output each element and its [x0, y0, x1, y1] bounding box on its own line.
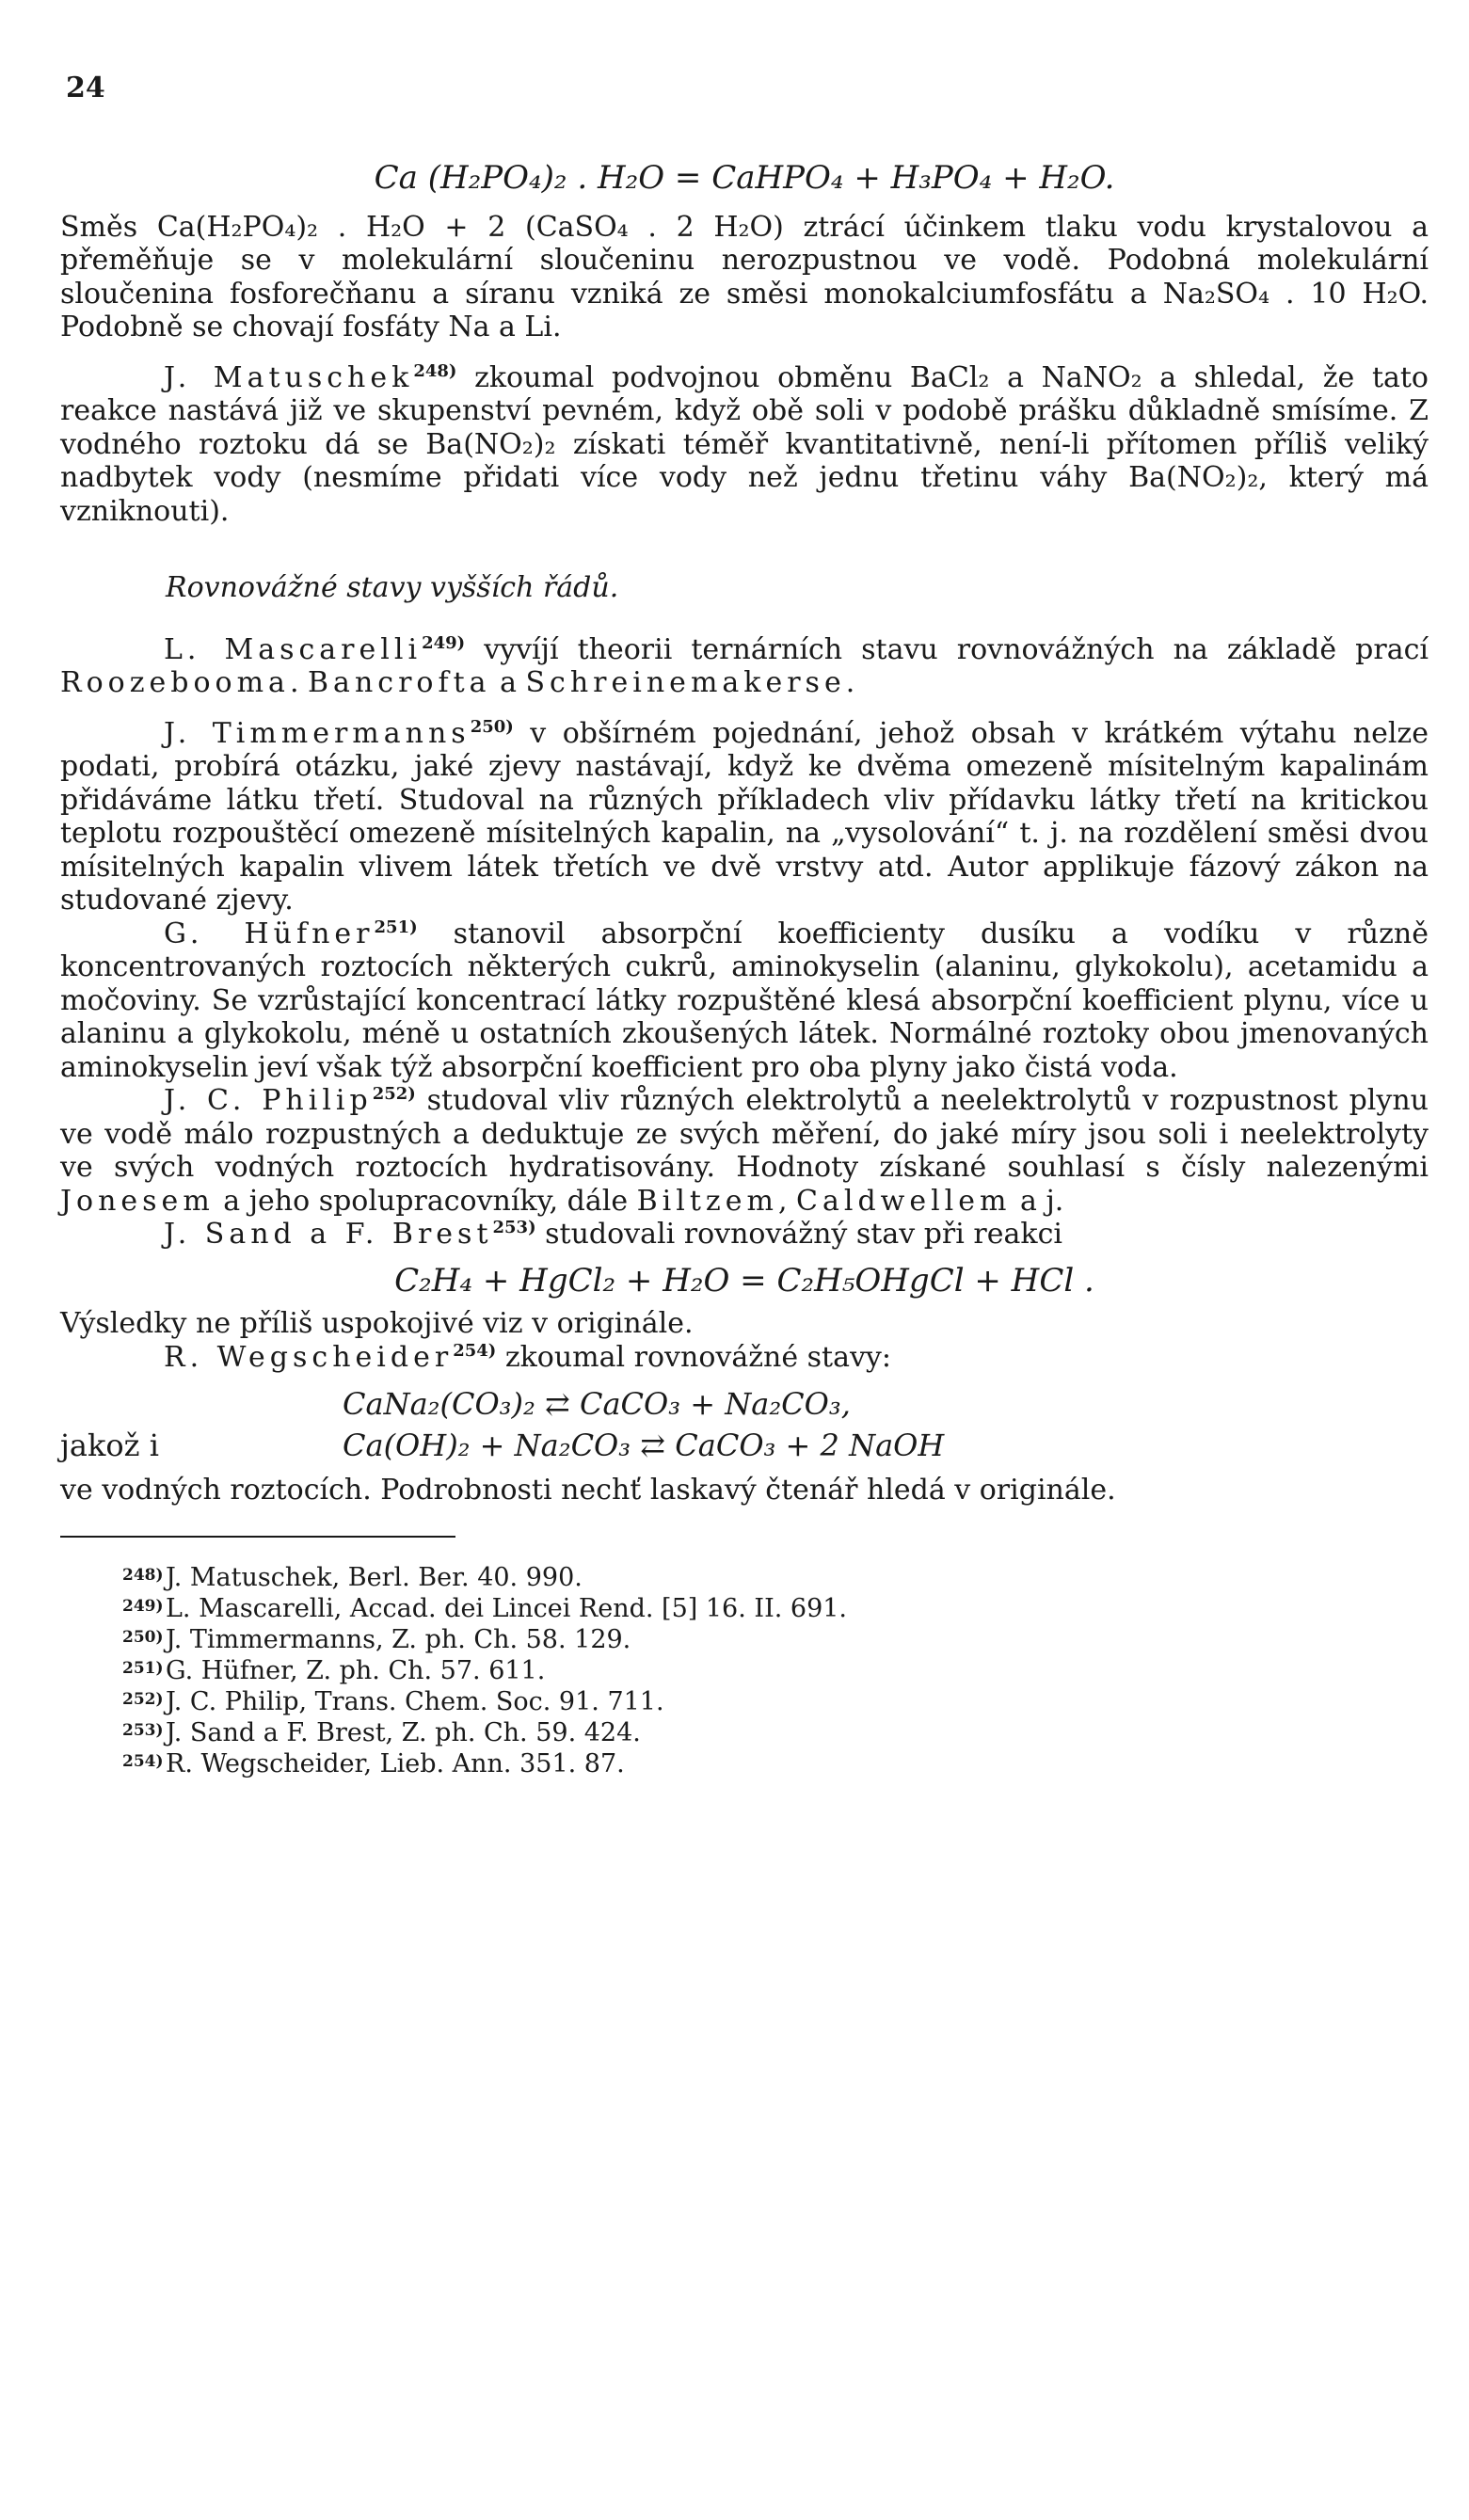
equation-4: Ca(OH)₂ + Na₂CO₃ ⇄ CaCO₃ + 2 NaOH — [343, 1427, 945, 1463]
author-timmermanns: J. Timmermanns — [164, 716, 471, 750]
name-bancroft: Bancrofta — [308, 666, 491, 699]
footnote-mark: 254) — [122, 1751, 164, 1771]
footnote-text: J. Matuschek, Berl. Ber. 40. 990. — [166, 1562, 583, 1592]
author-hufner: G. Hüfner — [164, 917, 375, 950]
footnote-ref-253: 253) — [492, 1218, 536, 1237]
paragraph-4 — [60, 717, 1429, 917]
paragraph-3 — [60, 633, 1429, 700]
footnote-mark: 253) — [122, 1720, 164, 1740]
name-jones: Jonesem — [60, 1184, 215, 1218]
equation-4-lead: jakož i — [60, 1427, 159, 1463]
footnote-mark: 252) — [122, 1689, 164, 1709]
paragraph-7 — [60, 1218, 1429, 1252]
paragraph-3-text-3: a — [490, 666, 526, 699]
footnote-mark: 251) — [122, 1658, 164, 1678]
footnote-text: R. Wegscheider, Lieb. Ann. 351. 87. — [166, 1748, 625, 1778]
footnotes — [60, 1562, 1429, 1779]
result-text: Výsledky ne příliš uspokojivé viz v originále. — [60, 1307, 694, 1340]
footnote-mark: 249) — [122, 1596, 164, 1616]
paragraph-3-text-4: . — [845, 666, 855, 699]
footnote — [60, 1717, 1429, 1748]
paragraph-7-text: studovali rovnovážný stav při reakci — [535, 1218, 1062, 1251]
equation-2: C₂H₄ + HgCl₂ + H₂O = C₂H₅OHgCl + HCl . — [394, 1261, 1094, 1300]
author-wegscheider: R. Wegscheider — [164, 1340, 454, 1374]
equation-1: Ca (H₂PO₄)₂ . H₂O = CaHPO₄ + H₃PO₄ + H₂O. — [374, 159, 1115, 197]
equation-3: CaNa₂(CO₃)₂ ⇄ CaCO₃ + Na₂CO₃, — [343, 1386, 851, 1422]
page-number: 24 — [66, 72, 105, 104]
footnote — [60, 1748, 1429, 1779]
paragraph-2 — [60, 361, 1429, 529]
author-matuschek: J. Matuschek — [164, 360, 414, 394]
footnote-text: J. Sand a F. Brest, Z. ph. Ch. 59. 424. — [166, 1717, 641, 1747]
author-mascarelli: L. Mascarelli — [164, 632, 423, 666]
paragraph-3-text-2: . — [289, 666, 309, 699]
paragraph-6-text-3: , — [777, 1184, 797, 1218]
footnote-text: J. Timmermanns, Z. ph. Ch. 58. 129. — [166, 1624, 631, 1654]
footnote-ref-248: 248) — [413, 360, 457, 381]
footnote-mark: 250) — [122, 1627, 164, 1647]
name-biltz: Biltzem — [636, 1184, 778, 1218]
footnote-ref-249: 249) — [422, 632, 466, 653]
footnote — [60, 1593, 1429, 1624]
paragraph-4-text: v obšírném pojednání, jehož obsah v krátkém výtahu nelze podati, probírá otázku, jaké zjevy nastávají, když ke dvěma omezeně mísitelným kapalinám přidáváme látku třetí. Studoval na různých příkladech vliv přídavku látky třetí na kritickou teplotu rozpouštěcí omezeně mísitelných kapalin, na „vysolování“ t. j. na rozdělení směsi dvou mísitelných kapalin vlivem látek třetích ve dvě vrstvy atd. Autor applikuje fázový zákon na studované zjevy. — [60, 716, 1429, 917]
paragraph-6 — [60, 1084, 1429, 1218]
paragraph-1: Směs Ca(H₂PO₄)₂ . H₂O + 2 (CaSO₄ . 2 H₂O) ztrácí účinkem tlaku vodu krystalovou a přeměňuje se v molekulární sloučeninu nerozpustnou ve vodě. Podobná molekulární sloučenina fosforečňanu a síranu vzniká ze směsi monokalciumfosfátu a Na₂SO₄ . 10 H₂O. Podobně se chovají fosfáty Na a Li. — [60, 210, 1429, 343]
closing-text: ve vodných roztocích. Podrobnosti nechť laskavý čtenář hledá v originále. — [60, 1474, 1116, 1507]
footnote-text: G. Hüfner, Z. ph. Ch. 57. 611. — [166, 1655, 546, 1685]
paragraph-2-text: zkoumal podvojnou obměnu BaCl₂ a NaNO₂ a shledal, že tato reakce nastává již ve skupenství pevném, když obě soli v podobě prášku důkladně smísíme. Z vodného roztoku dá se Ba(NO₂)₂ získati téměř kvantitativně, není-li přítomen příliš veliký nadbytek vody (nesmíme přidati více vody než jednu třetinu váhy Ba(NO₂)₂, který má vzniknouti). — [60, 360, 1429, 528]
paragraph-6-text-2: a jeho spolupracovníky, dále — [214, 1184, 637, 1218]
paragraph-3-text-1: vyvíjí theorii ternárních stavu rovnovážných na základě prací — [465, 632, 1429, 666]
footnote — [60, 1686, 1429, 1717]
footnote-text: L. Mascarelli, Accad. dei Lincei Rend. [5] 16. II. 691. — [166, 1593, 848, 1623]
equation-3-row — [60, 1383, 1429, 1425]
name-schreinemakers: Schreinemakerse — [525, 666, 846, 699]
main-content — [60, 159, 1429, 1779]
footnote-ref-251: 251) — [374, 917, 418, 937]
paragraph-8-text: zkoumal rovnovážné stavy: — [496, 1340, 891, 1374]
footnote-ref-252: 252) — [372, 1084, 416, 1104]
author-sand-brest: J. Sand a F. Brest — [164, 1218, 493, 1251]
name-caldwell: Caldwellem — [796, 1184, 1012, 1218]
paragraph-6-text-1: studoval vliv různých elektrolytů a neelektrolytů v rozpustnost plynu ve vodě málo rozpustných a deduktuje ze svých měření, do jaké míry jsou soli i neelektrolyty ve svých vodných roztocích hydratisovány. Hodnoty získané souhlasí s čísly nalezenými — [60, 1084, 1429, 1184]
name-roozeboom: Roozebooma — [60, 666, 290, 699]
author-philip: J. C. Philip — [164, 1084, 373, 1117]
paragraph-5 — [60, 917, 1429, 1085]
section-heading: Rovnovážné stavy vyšších řádů. — [166, 571, 619, 604]
footnote — [60, 1655, 1429, 1686]
paragraph-5-text: stanovil absorpční koefficienty dusíku a vodíku v různě koncentrovaných roztocích některých cukrů, aminokyselin (alaninu, glykokolu), acetamidu a močoviny. Se vzrůstající koncentrací látky rozpuštěné klesá absorpční koefficient plynu, více u alaninu a glykokolu, méně u ostatních zkoušených látek. Normálné roztoky obou jmenovaných aminokyselin jeví však týž absorpční koefficient pro oba plyny jako čistá voda. — [60, 917, 1429, 1084]
footnote-mark: 248) — [122, 1565, 164, 1585]
footnote-divider — [60, 1536, 455, 1538]
footnote-text: J. C. Philip, Trans. Chem. Soc. 91. 711. — [166, 1686, 664, 1716]
footnote — [60, 1624, 1429, 1655]
footnote-ref-254: 254) — [453, 1340, 497, 1361]
paragraph-8 — [60, 1341, 1429, 1375]
equation-4-row — [60, 1425, 1429, 1466]
paragraph-6-text-4: a j. — [1011, 1184, 1064, 1218]
footnote — [60, 1562, 1429, 1593]
footnote-ref-250: 250) — [470, 716, 514, 737]
